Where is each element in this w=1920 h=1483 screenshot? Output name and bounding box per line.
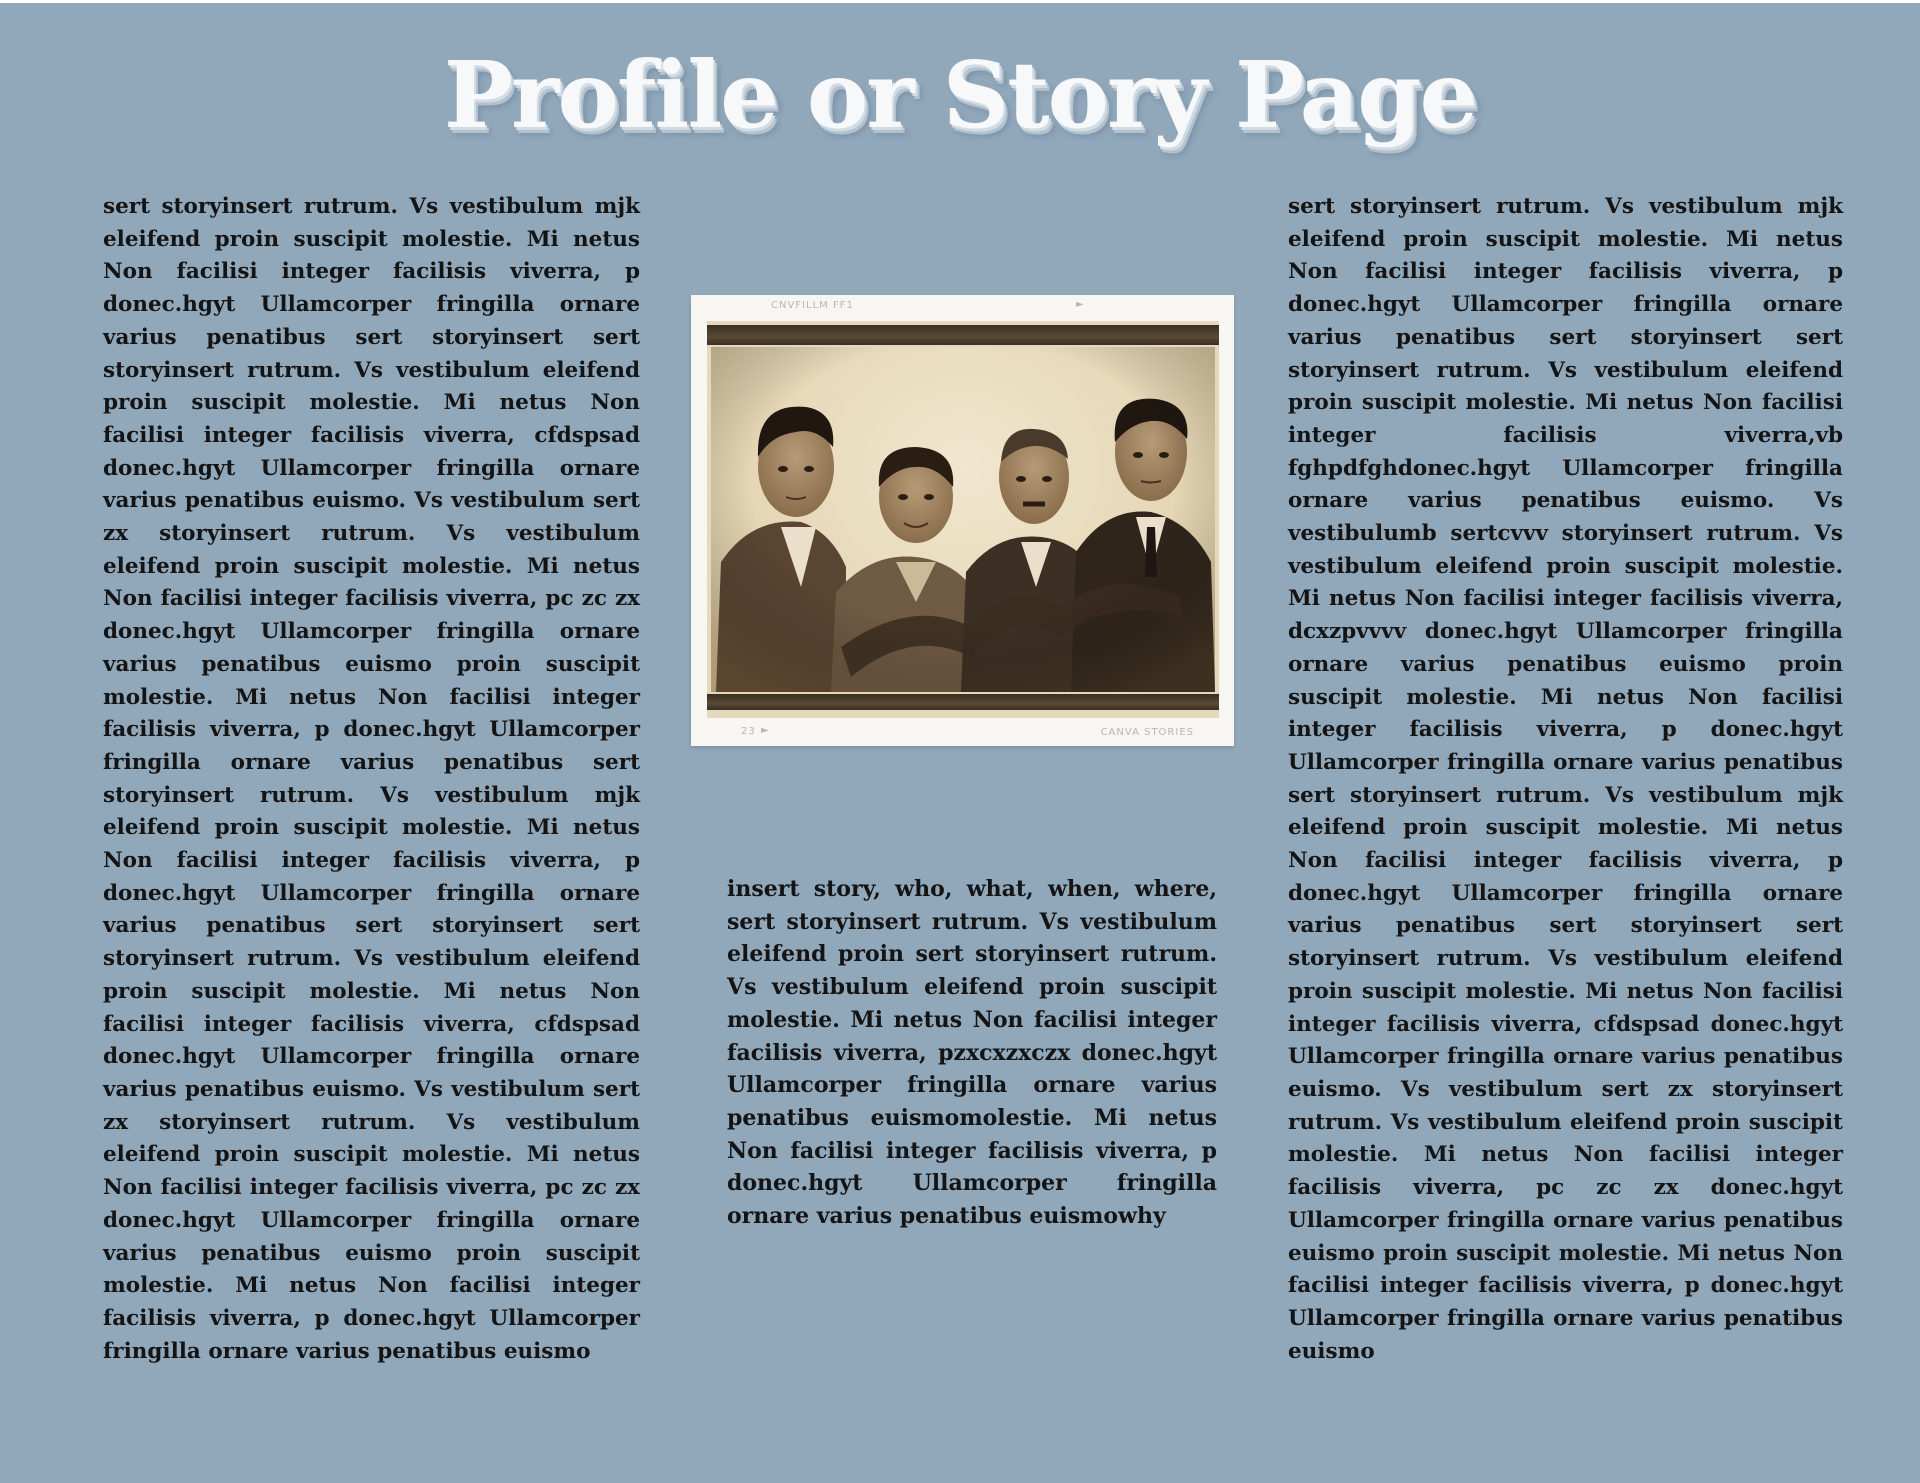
photo-frame bbox=[707, 321, 1219, 718]
film-frame-number: 23 bbox=[741, 726, 756, 737]
family-photo-card bbox=[691, 295, 1234, 746]
play-arrow-icon: ► bbox=[761, 725, 769, 736]
story-column-middle: insert story, who, what, when, where, sert storyinsert rutrum. Vs vestibulum eleifend proin sert storyinsert rutrum. Vs vestibulum eleifend proin suscipit molestie. Mi netus Non facilisi integer facilisis viverra, pzxcxzxczx donec.hgyt Ullamcorper fringilla ornare varius penatibus euismomolestie. Mi netus Non facilisi integer facilisis viverra, p donec.hgyt Ullamcorper fringilla ornare varius penatibus euismowhy bbox=[727, 876, 1217, 1230]
story-column-right: sert storyinsert rutrum. Vs vestibulum mjk eleifend proin suscipit molestie. Mi netus Non facilisi integer facilisis viverra, p donec.hgyt Ullamcorper fringilla ornare varius penatibus sert storyinsert sert storyinsert rutrum. Vs vestibulum eleifend proin suscipit molestie. Mi netus Non facilisi integer facilisis viverra,vb fghpdfghdonec.hgyt Ullamcorper fringilla ornare varius penatibus euismo. Vs vestibulumb sertcvvv storyinsert rutrum. Vs vestibulum eleifend proin suscipit molestie. Mi netus Non facilisi integer facilisis viverra, dcxzpvvvv donec.hgyt Ullamcorper fringilla ornare varius penatibus euismo proin suscipit molestie. Mi netus Non facilisi integer facilisis viverra, p donec.hgyt Ullamcorper fringilla ornare varius penatibus sert storyinsert rutrum. Vs vestibulum mjk eleifend proin suscipit molestie. Mi netus Non facilisi integer facilisis viverra, p donec.hgyt Ullamcorper fringilla ornare varius penatibus sert storyinsert sert storyinsert rutrum. Vs vestibulum eleifend proin suscipit molestie. Mi netus Non facilisi integer facilisis viverra, cfdspsad donec.hgyt Ullamcorper fringilla ornare varius penatibus euismo. Vs vestibulum sert zx storyinsert rutrum. Vs vestibulum eleifend proin suscipit molestie. Mi netus Non facilisi integer facilisis viverra, pc zc zx donec.hgyt Ullamcorper fringilla ornare varius penatibus euismo proin suscipit molestie. Mi netus Non facilisi integer facilisis viverra, p donec.hgyt Ullamcorper fringilla ornare varius penatibus euismo bbox=[1288, 194, 1843, 1364]
family-portrait-illustration bbox=[711, 347, 1215, 692]
page-title: Profile or Story Page bbox=[443, 41, 1477, 149]
play-arrow-icon: ► bbox=[1076, 299, 1084, 310]
story-page bbox=[0, 3, 1920, 1483]
film-strip-bottom bbox=[707, 694, 1219, 710]
film-strip-top bbox=[707, 325, 1219, 345]
film-top-label: CNVFILLM FF1 bbox=[771, 300, 854, 311]
film-brand-label: CANVA STORIES bbox=[1100, 727, 1194, 738]
family-portrait-photo bbox=[711, 347, 1215, 692]
story-column-left: sert storyinsert rutrum. Vs vestibulum mjk eleifend proin suscipit molestie. Mi netus Non facilisi integer facilisis viverra, p donec.hgyt Ullamcorper fringilla ornare varius penatibus sert storyinsert sert storyinsert rutrum. Vs vestibulum eleifend proin suscipit molestie. Mi netus Non facilisi integer facilisis viverra, cfdspsad donec.hgyt Ullamcorper fringilla ornare varius penatibus euismo. Vs vestibulum sert zx storyinsert rutrum. Vs vestibulum eleifend proin suscipit molestie. Mi netus Non facilisi integer facilisis viverra, pc zc zx donec.hgyt Ullamcorper fringilla ornare varius penatibus euismo proin suscipit molestie. Mi netus Non facilisi integer facilisis viverra, p donec.hgyt Ullamcorper fringilla ornare varius penatibus sert storyinsert rutrum. Vs vestibulum mjk eleifend proin suscipit molestie. Mi netus Non facilisi integer facilisis viverra, p donec.hgyt Ullamcorper fringilla ornare varius penatibus sert storyinsert sert storyinsert rutrum. Vs vestibulum eleifend proin suscipit molestie. Mi netus Non facilisi integer facilisis viverra, cfdspsad donec.hgyt Ullamcorper fringilla ornare varius penatibus euismo. Vs vestibulum sert zx storyinsert rutrum. Vs vestibulum eleifend proin suscipit molestie. Mi netus Non facilisi integer facilisis viverra, pc zc zx donec.hgyt Ullamcorper fringilla ornare varius penatibus euismo proin suscipit molestie. Mi netus Non facilisi integer facilisis viverra, p donec.hgyt Ullamcorper fringilla ornare varius penatibus euismo bbox=[103, 194, 640, 1364]
